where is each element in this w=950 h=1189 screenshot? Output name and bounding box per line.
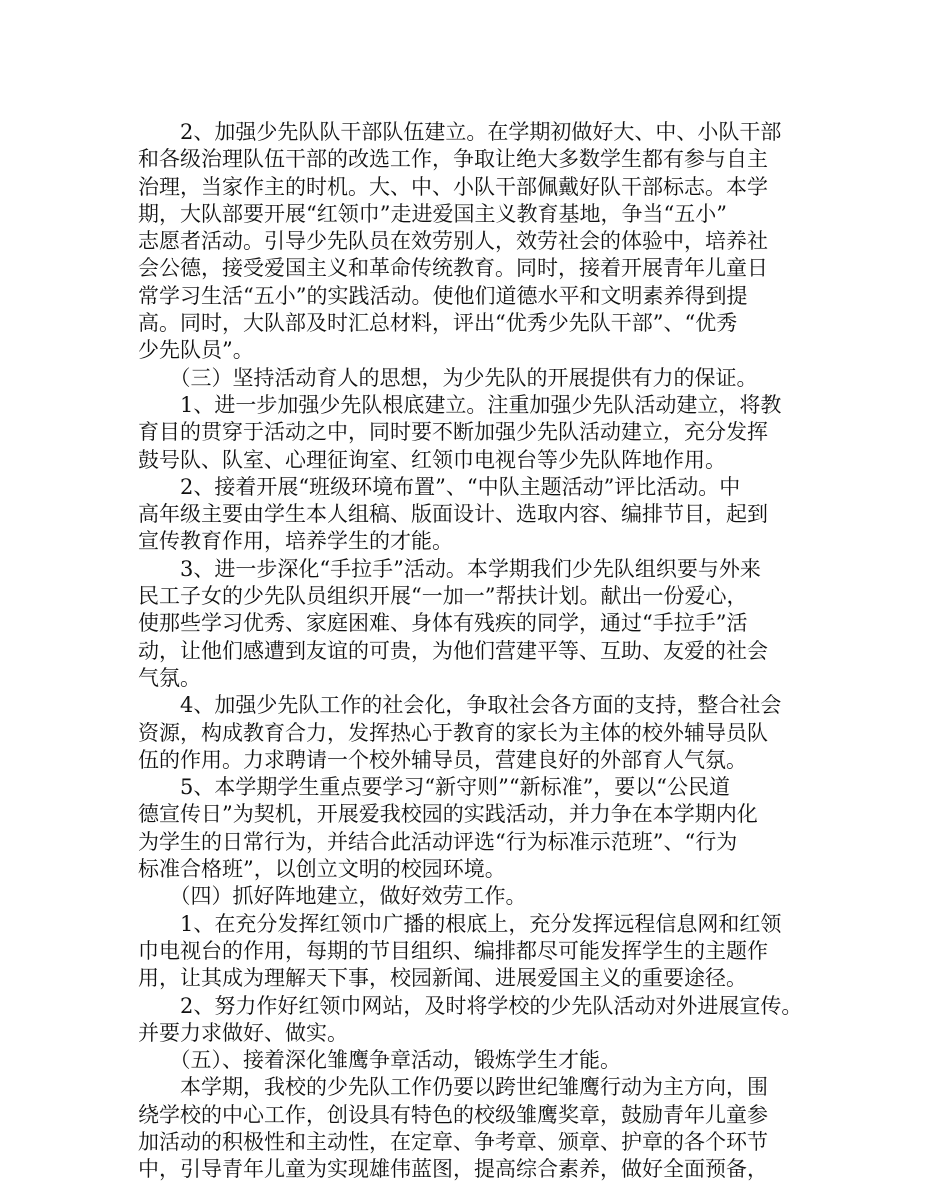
text-line: 治理，当家作主的时机。大、中、小队干部佩戴好队干部标志。本学 [138,174,768,199]
text-line: 2、接着开展“班级环境布置”、“中队主题活动”评比活动。中 [138,474,741,499]
text-line: 中，引导青年儿童为实现雄伟蓝图，提高综合素养，做好全面预备， [138,1157,768,1182]
text-line: 会公德，接受爱国主义和革命传统教育。同时，接着开展青年儿童日 [138,256,768,281]
text-line: 巾电视台的作用，每期的节目组织、编排都尽可能发挥学生的主题作 [138,938,768,963]
text-line: 本学期，我校的少先队工作仍要以跨世纪雏鹰行动为主方向，围 [138,1075,768,1100]
text-line: 高。同时，大队部及时汇总材料，评出“优秀少先队干部”、“优秀 [138,311,738,336]
text-line: 气氛。 [138,665,201,690]
text-line: 宣传教育作用，培养学生的才能。 [138,529,453,554]
text-line: 高年级主要由学生本人组稿、版面设计、选取内容、编排节目，起到 [138,502,768,527]
text-line: 民工子女的少先队员组织开展“一加一”帮扶计划。献出一份爱心， [138,584,748,609]
text-line: 资源，构成教育合力，发挥热心于教育的家长为主体的校外辅导员队 [138,720,768,745]
text-line: 期，大队部要开展“红领巾”走进爱国主义教育基地，争当“五小” [138,201,727,226]
text-line: 并要力求做好、做实。 [138,1020,348,1045]
text-line: 伍的作用。力求聘请一个校外辅导员，营建良好的外部育人气氛。 [138,747,747,772]
text-line: 鼓号队、队室、心理征询室、红领巾电视台等少先队阵地作用。 [138,447,726,472]
text-line: 志愿者活动。引导少先队员在效劳别人，效劳社会的体验中，培养社 [138,229,768,254]
document-body [138,119,820,1184]
text-line: 标准合格班”，以创立文明的校园环境。 [138,857,506,882]
text-line: 3、进一步深化“手拉手”活动。本学期我们少先队组织要与外来 [138,556,761,581]
section-heading: （四）抓好阵地建立，做好效劳工作。 [138,884,527,909]
text-line: 德宣传日”为契机，开展爱我校园的实践活动，并力争在本学期内化 [138,802,758,827]
text-line: 2、加强少先队队干部队伍建立。在学期初做好大、中、小队干部 [138,120,782,144]
text-line: 使那些学习优秀、家庭困难、身体有残疾的同学，通过“手拉手”活 [138,611,748,636]
section-heading: （五）、接着深化雏鹰争章活动，锻炼学生才能。 [138,1048,621,1073]
text-line: 为学生的日常行为，并结合此活动评选“行为标准示范班”、“行为 [138,829,738,854]
section-heading: （三）坚持活动育人的思想，为少先队的开展提供有力的保证。 [138,365,758,390]
text-line: 绕学校的中心工作，创设具有特色的校级雏鹰奖章，鼓励青年儿童参 [138,1102,768,1127]
text-line: 加活动的积极性和主动性，在定章、争考章、颁章、护章的各个环节 [138,1129,768,1154]
text-line: 常学习生活“五小”的实践活动。使他们道德水平和文明素养得到提 [138,283,748,308]
text-line: 2、努力作好红领巾网站，及时将学校的少先队活动对外进展宣传。 [138,993,803,1018]
text-line: 用，让其成为理解天下事，校园新闻、进展爱国主义的重要途径。 [138,966,747,991]
text-line: 动，让他们感遭到友谊的可贵，为他们营建平等、互助、友爱的社会 [138,638,768,663]
text-line: 5、本学期学生重点要学习“新守则”“新标准”，要以“公民道 [138,775,731,800]
text-line: 育目的贯穿于活动之中，同时要不断加强少先队活动建立，充分发挥 [138,420,768,445]
text-line: 4、加强少先队工作的社会化，争取社会各方面的支持，整合社会 [138,693,782,718]
text-line: 少先队员”。 [138,338,254,363]
text-line: 1、在充分发挥红领巾广播的根底上，充分发挥远程信息网和红领 [138,911,782,936]
text-line: 和各级治理队伍干部的改选工作，争取让绝大多数学生都有参与自主 [138,147,768,172]
text-line: 1、进一步加强少先队根底建立。注重加强少先队活动建立，将教 [138,392,782,417]
